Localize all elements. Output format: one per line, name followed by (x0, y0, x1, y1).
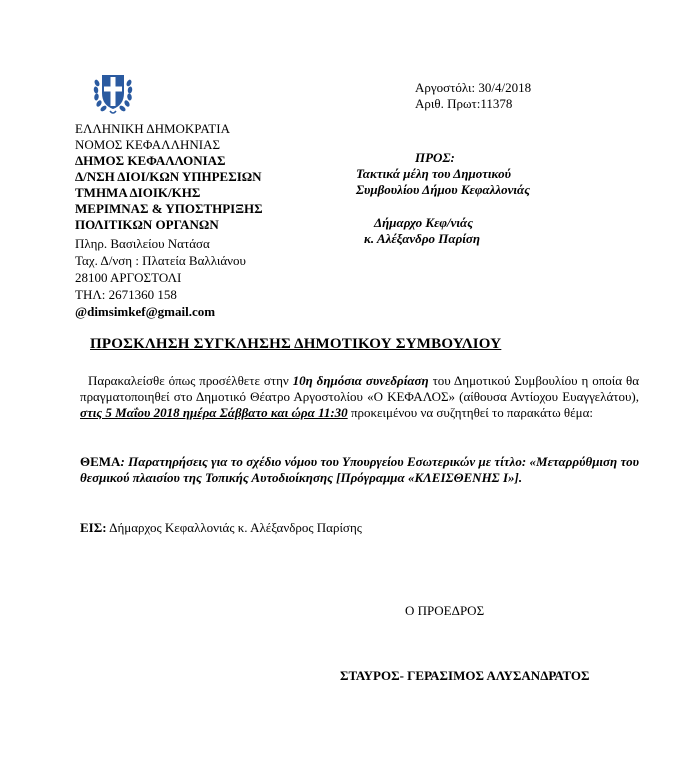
session-number: 10η δημόσια συνεδρίαση (292, 373, 429, 388)
sender-city: 28100 ΑΡΓΟΣΤΟΛΙ (75, 270, 182, 285)
sender-contact-person: Πληρ. Βασιλείου Νατάσα (75, 236, 210, 251)
invitation-text-e: προκειμένου να συζητηθεί το παρακάτω θέμα: (347, 405, 594, 420)
subject-label: ΘΕΜΑ (80, 454, 121, 469)
sender-line-department: ΤΜΗΜΑ ΔΙΟΙΚ/ΚΗΣ (75, 185, 201, 200)
signature-role: Ο ΠΡΟΕΔΡΟΣ (405, 603, 485, 618)
subject-paragraph (80, 454, 639, 486)
sender-line-political-bodies: ΠΟΛΙΤΙΚΩΝ ΟΡΓΑΝΩΝ (75, 217, 219, 232)
cc-text: Δήμαρχος Κεφαλλονιάς κ. Αλέξανδρος Παρίσης (106, 520, 362, 535)
document-title: ΠΡΟΣΚΛΗΣΗ ΣΥΓΚΛΗΣΗΣ ΔΗΜΟΤΙΚΟΥ ΣΥΜΒΟΥΛΙΟΥ (90, 336, 502, 352)
mayor-line-2: κ. Αλέξανδρο Παρίση (364, 231, 481, 246)
invitation-paragraph (80, 373, 639, 421)
meeting-datetime: στις 5 Μαΐου 2018 ημέρα Σάββατο και ώρα 11:30 (80, 405, 348, 420)
hellenic-republic-coat-of-arms-icon (93, 69, 133, 117)
sender-line-prefecture: ΝΟΜΟΣ ΚΕΦΑΛΛΗΝΙΑΣ (75, 137, 221, 152)
invitation-text-c: του Δημοτικού Συμβουλίου η οποία θα πραγματοποιηθεί στο Δημοτικό Θέατρο Αργοστολίου «Ο ΚΕΦΑΛΟΣ» (αίθουσα Αντίοχου Ευαγγελάτου), (80, 373, 640, 404)
cc-label: ΕΙΣ: (80, 520, 107, 535)
sender-line-support: ΜΕΡΙΜΝΑΣ & ΥΠΟΣΤΗΡΙΞΗΣ (75, 201, 263, 216)
cc-line (80, 520, 362, 536)
sender-line-municipality: ΔΗΜΟΣ ΚΕΦΑΛΛΟΝΙΑΣ (75, 153, 226, 168)
protocol-number: Αριθ. Πρωτ:11378 (415, 96, 513, 111)
sender-email: @dimsimkef@gmail.com (75, 304, 216, 319)
invitation-text-a: Παρακαλείσθε όπως προσέλθετε στην (88, 373, 293, 388)
recipients-line-1: Τακτικά μέλη του Δημοτικού (356, 166, 511, 181)
mayor-line-1: Δήμαρχο Κεφ/νιάς (374, 215, 473, 230)
recipients-line-2: Συμβουλίου Δήμου Κεφαλλονιάς (356, 182, 531, 197)
sender-address: Ταχ. Δ/νση : Πλατεία Βαλλιάνου (75, 253, 246, 268)
subject-text: : Παρατηρήσεις για το σχέδιο νόμου του Υπουργείου Εσωτερικών με τίτλο: «Μεταρρύθμιση του θεσμικού πλαισίου της Τοπικής Αυτοδιοίκησης [Πρόγραμμα «ΚΛΕΙΣΘΕΝΗΣ Ι»]. (80, 454, 639, 485)
sender-phone: ΤΗΛ: 2671360 158 (75, 287, 177, 302)
sender-line-republic: ΕΛΛΗΝΙΚΗ ΔΗΜΟΚΡΑΤΙΑ (75, 121, 230, 136)
document-date: Αργοστόλι: 30/4/2018 (415, 80, 532, 95)
sender-line-directorate: Δ/ΝΣΗ ΔΙΟΙ/ΚΩΝ ΥΠΗΡΕΣΙΩΝ (75, 169, 262, 184)
recipients-label: ΠΡΟΣ: (415, 150, 455, 165)
date-protocol-block (415, 80, 531, 112)
signature-name: ΣΤΑΥΡΟΣ- ΓΕΡΑΣΙΜΟΣ ΑΛΥΣΑΝΔΡΑΤΟΣ (340, 668, 590, 683)
